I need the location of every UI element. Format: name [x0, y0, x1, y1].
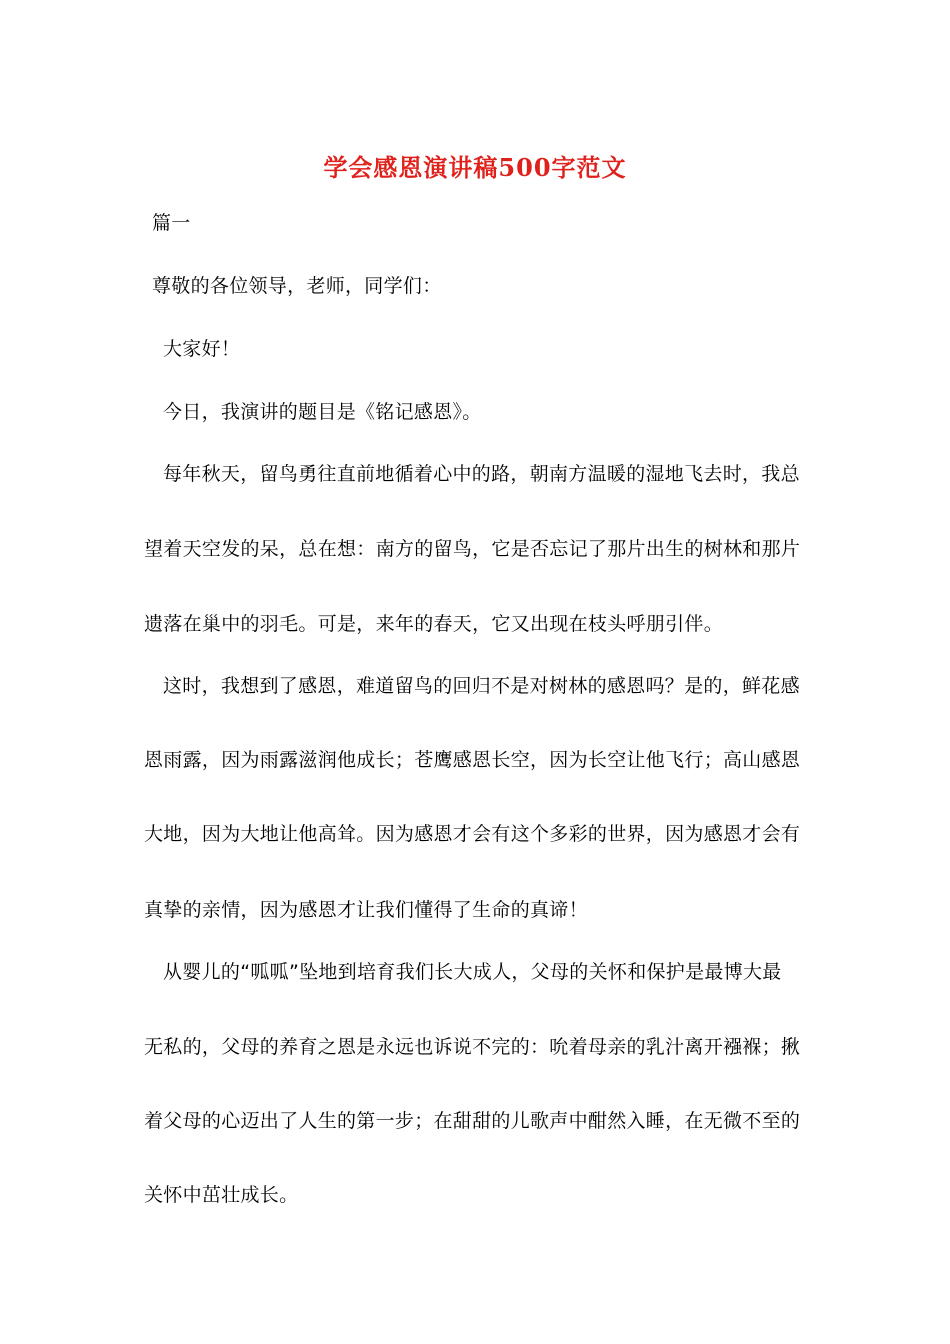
paragraph-line: 关怀中茁壮成长。 — [144, 1184, 299, 1206]
paragraph-line: 恩雨露，因为雨露滋润他成长；苍鹰感恩长空，因为长空让他飞行；高山感恩 — [144, 749, 801, 771]
section-heading: 篇一 — [152, 212, 191, 234]
paragraph-line: 着父母的心迈出了人生的第一步；在甜甜的儿歌声中酣然入睡，在无微不至的 — [144, 1110, 801, 1132]
paragraph-line: 从婴儿的“呱呱”坠地到培育我们长大成人，父母的关怀和保护是最博大最 — [163, 961, 782, 983]
paragraph-line: 遗落在巢中的羽毛。可是，来年的春天，它又出现在枝头呼朋引伴。 — [144, 613, 724, 635]
paragraph-line: 每年秋天，留鸟勇往直前地循着心中的路，朝南方温暖的湿地飞去时，我总 — [163, 463, 800, 485]
paragraph-line: 望着天空发的呆，总在想：南方的留鸟，它是否忘记了那片出生的树林和那片 — [144, 538, 801, 560]
paragraph-line: 真挚的亲情，因为感恩才让我们懂得了生命的真谛！ — [144, 899, 588, 921]
paragraph-line: 今日，我演讲的题目是《铭记感恩》。 — [163, 401, 482, 423]
paragraph-line: 无私的，父母的养育之恩是永远也诉说不完的：吮着母亲的乳汁离开襁褓；揪 — [144, 1036, 801, 1058]
paragraph-line: 这时，我想到了感恩，难道留鸟的回归不是对树林的感恩吗？是的，鲜花感 — [163, 675, 800, 697]
salutation: 尊敬的各位领导，老师，同学们： — [152, 275, 442, 297]
paragraph-line: 大地，因为大地让他高耸。因为感恩才会有这个多彩的世界，因为感恩才会有 — [144, 823, 801, 845]
document-title: 学会感恩演讲稿500字范文 — [323, 153, 627, 182]
greeting: 大家好！ — [163, 338, 241, 360]
